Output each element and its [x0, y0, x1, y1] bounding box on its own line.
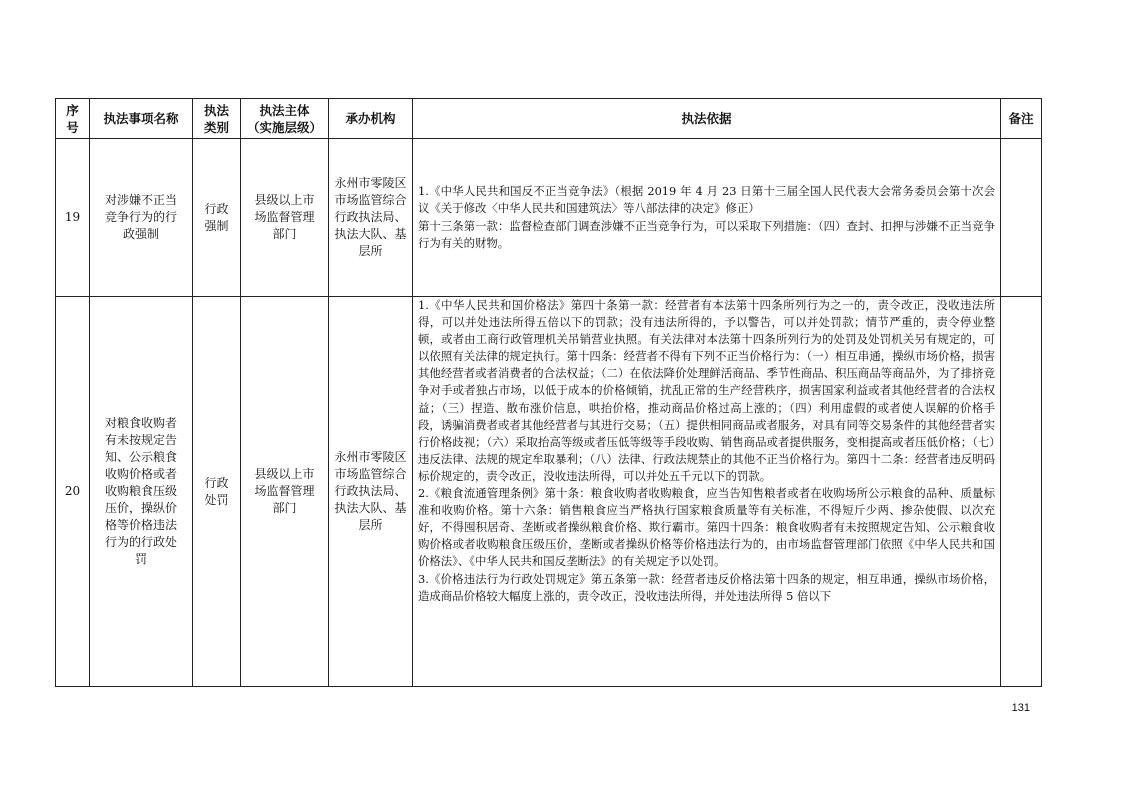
- row-basis: [413, 297, 1001, 687]
- row-agency: 永州市零陵区市场监管综合行政执法局、执法大队、基层所: [334, 176, 407, 258]
- enforcement-table: [55, 98, 1042, 687]
- row-seq: 20: [56, 297, 90, 687]
- row-item-name: 对粮食收购者有未按规定告知、公示粮食收购价格或者收购粮食压级压价，操纵价格等价格违法行为的行政处罚: [104, 416, 177, 566]
- row-category: 行政强制: [204, 201, 229, 233]
- page-number: 131: [1011, 702, 1030, 714]
- row-remarks: [1001, 297, 1042, 687]
- row-remarks: [1001, 139, 1042, 297]
- header-basis: 执法依据: [413, 99, 1001, 139]
- row-agency: 永州市零陵区市场监管综合行政执法局、执法大队、基层所: [334, 450, 407, 532]
- basis-paragraph: 1.《中华人民共和国价格法》第四十条第一款：经营者有本法第十四条所列行为之一的，责令改正，没收违法所得，可以并处违法所得五倍以下的罚款；没有违法所得的，予以警告，可以并处罚款；情节严重的，责令停业整顿，或者由工商行政管理机关吊销营业执照。有关法律对本法第十四条所列行为的处罚及处罚机关另有规定的，可以依照有关法律的规定执行。第十四条：经营者不得有下列不正当价格行为：（一）相互串通，操纵市场价格，损害其他经营者或者消费者的合法权益；（二）在依法降价处理鲜活商品、季节性商品、积压商品等商品外，为了排挤竞争对手或者独占市场，以低于成本的价格倾销，扰乱正常的生产经营秩序，损害国家利益或者其他经营者的合法权益；（三）捏造、散布涨价信息，哄抬价格，推动商品价格过高上涨的；（四）利用虚假的或者使人误解的价格手段，诱骗消费者或者其他经营者与其进行交易；（五）提供相同商品或者服务，对具有同等交易条件的其他经营者实行价格歧视；（六）采取抬高等级或者压低等级等手段收购、销售商品或者提供服务，变相提高或者压低价格；（七）违反法律、法规的规定牟取暴利；（八）法律、行政法规禁止的其他不正当价格行为。第四十二条：经营者违反明码标价规定的，责令改正，没收违法所得，可以并处五千元以下的罚款。: [418, 298, 995, 483]
- basis-paragraph: 3.《价格违法行为行政处罚规定》第五条第一款：经营者违反价格法第十四条的规定，相互串通，操纵市场价格，造成商品价格较大幅度上涨的，责令改正，没收违法所得，并处违法所得 5 倍以下: [418, 571, 995, 603]
- header-seq: 序号: [56, 99, 90, 139]
- header-category: 执法类别: [193, 99, 241, 139]
- header-subject-line1: 执法主体: [259, 102, 310, 118]
- row-subject: 县级以上市场监督管理部门: [254, 467, 315, 515]
- basis-paragraph: 第十三条第一款：监督检查部门调查涉嫌不正当竞争行为，可以采取下列措施：（四）查封、扣押与涉嫌不正当竞争行为有关的财物。: [418, 218, 995, 250]
- table-row: [56, 297, 1042, 687]
- row-category: 行政处罚: [204, 475, 229, 507]
- row-subject: 县级以上市场监督管理部门: [254, 193, 315, 241]
- header-row: [56, 99, 1042, 139]
- row-item-name: 对涉嫌不正当竞争行为的行政强制: [104, 193, 177, 241]
- row-seq: 19: [56, 139, 90, 297]
- basis-paragraph: 1.《中华人民共和国反不正当竞争法》（根据 2019 年 4 月 23 日第十三届全国人民代表大会常务委员会第十次会议《关于修改〈中华人民共和国建筑法〉等八部法律的决定》修正）: [418, 184, 995, 216]
- header-agency: 承办机构: [329, 99, 413, 139]
- row-basis: [413, 139, 1001, 297]
- header-item-name: 执法事项名称: [90, 99, 193, 139]
- basis-paragraph: 2.《粮食流通管理条例》第十条：粮食收购者收购粮食，应当告知售粮者或者在收购场所公示粮食的品种、质量标准和收购价格。第十六条：销售粮食应当严格执行国家粮食质量等有关标准，不得短斤少两、掺杂使假、以次充好，不得囤积居奇、垄断或者操纵粮食价格、欺行霸市。第四十四条：粮食收购者有未按照规定告知、公示粮食收购价格或者收购粮食压级压价，垄断或者操纵价格等价格违法行为的，由市场监督管理部门依照《中华人民共和国价格法》、《中华人民共和国反垄断法》的有关规定予以处罚。: [418, 486, 995, 569]
- header-subject-line2: （实施层级）: [246, 119, 322, 135]
- header-subject: [241, 99, 329, 139]
- header-remarks: 备注: [1001, 99, 1042, 139]
- table-row: [56, 139, 1042, 297]
